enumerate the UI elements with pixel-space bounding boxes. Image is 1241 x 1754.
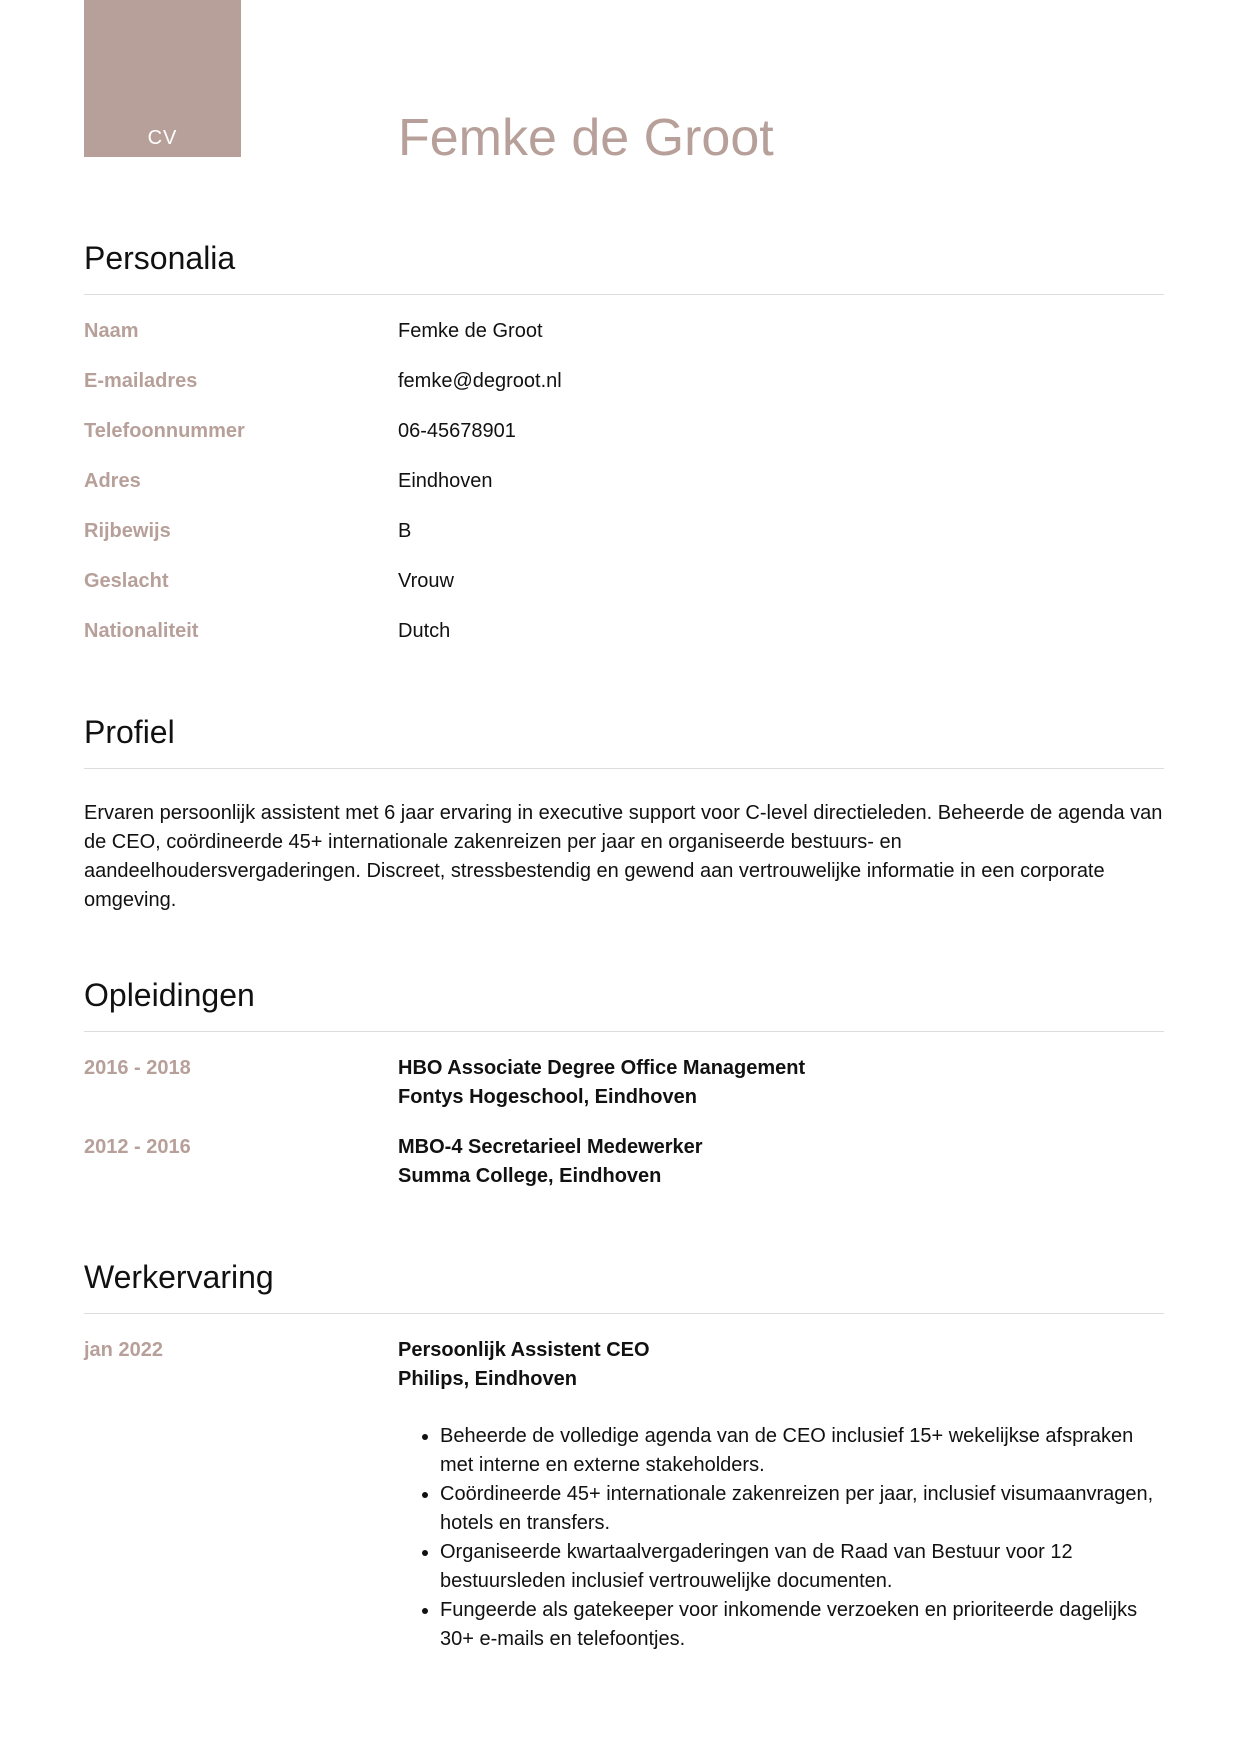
experience-bullets [398,1422,1164,1654]
section-heading-opleidingen: Opleidingen [84,975,1164,1032]
experience-bullet: • Beheerde de volledige agenda van de CEO inclusief 15+ wekelijkse afspraken met interne en externe stakeholders. [440,1422,1164,1480]
personalia-value: femke@degroot.nl [398,370,562,392]
section-heading-werkervaring: Werkervaring [84,1257,1164,1314]
personalia-value: Dutch [398,620,451,642]
experience-period: jan 2022 [84,1339,163,1361]
personalia-value: Femke de Groot [398,320,543,342]
education-period: 2016 - 2018 [84,1057,191,1079]
personalia-label: Adres [84,470,141,492]
experience-bullet: • Coördineerde 45+ internationale zakenreizen per jaar, inclusief visumaanvragen, hotels en transfers. [440,1480,1164,1538]
section-heading-personalia: Personalia [84,238,1164,295]
education-title: HBO Associate Degree Office Management [398,1057,806,1079]
personalia-value: Eindhoven [398,470,493,492]
experience-title: Persoonlijk Assistent CEO [398,1339,650,1361]
personalia-label: E-mailadres [84,370,198,392]
personalia-label: Rijbewijs [84,520,171,542]
experience-company: Philips, Eindhoven [398,1368,577,1390]
cv-badge [84,0,241,157]
personalia-label: Naam [84,320,139,342]
personalia-value: Vrouw [398,570,454,592]
personalia-value: 06-45678901 [398,420,516,442]
experience-bullet: • Fungeerde als gatekeeper voor inkomende verzoeken en prioriteerde dagelijks 30+ e-mails en telefoontjes. [440,1596,1164,1654]
experience-bullet: • Organiseerde kwartaalvergaderingen van de Raad van Bestuur voor 12 bestuursleden inclusief vertrouwelijke documenten. [440,1538,1164,1596]
education-institution: Summa College, Eindhoven [398,1165,662,1187]
education-institution: Fontys Hogeschool, Eindhoven [398,1086,697,1108]
section-opleidingen [84,975,1164,1187]
candidate-name: Femke de Groot [398,109,774,167]
section-werkervaring [84,1257,1164,1650]
section-profiel [84,712,1164,915]
cv-badge-label: CV [147,127,178,149]
education-period: 2012 - 2016 [84,1136,191,1158]
education-title: MBO-4 Secretarieel Medewerker [398,1136,703,1158]
section-personalia [84,238,1164,642]
personalia-label: Telefoonnummer [84,420,245,442]
profile-summary: Ervaren persoonlijk assistent met 6 jaar ervaring in executive support voor C-level directieleden. Beheerde de agenda van de CEO, coördineerde 45+ internationale zakenreizen per jaar en organiseerde bestuurs- en aandeelhoudersvergaderingen. Discreet, stressbestendig en gewend aan vertrouwelijke informatie in een corporate omgeving. [84,802,1163,911]
personalia-label: Geslacht [84,570,169,592]
personalia-value: B [398,520,412,542]
section-heading-profiel: Profiel [84,712,1164,769]
personalia-label: Nationaliteit [84,620,199,642]
